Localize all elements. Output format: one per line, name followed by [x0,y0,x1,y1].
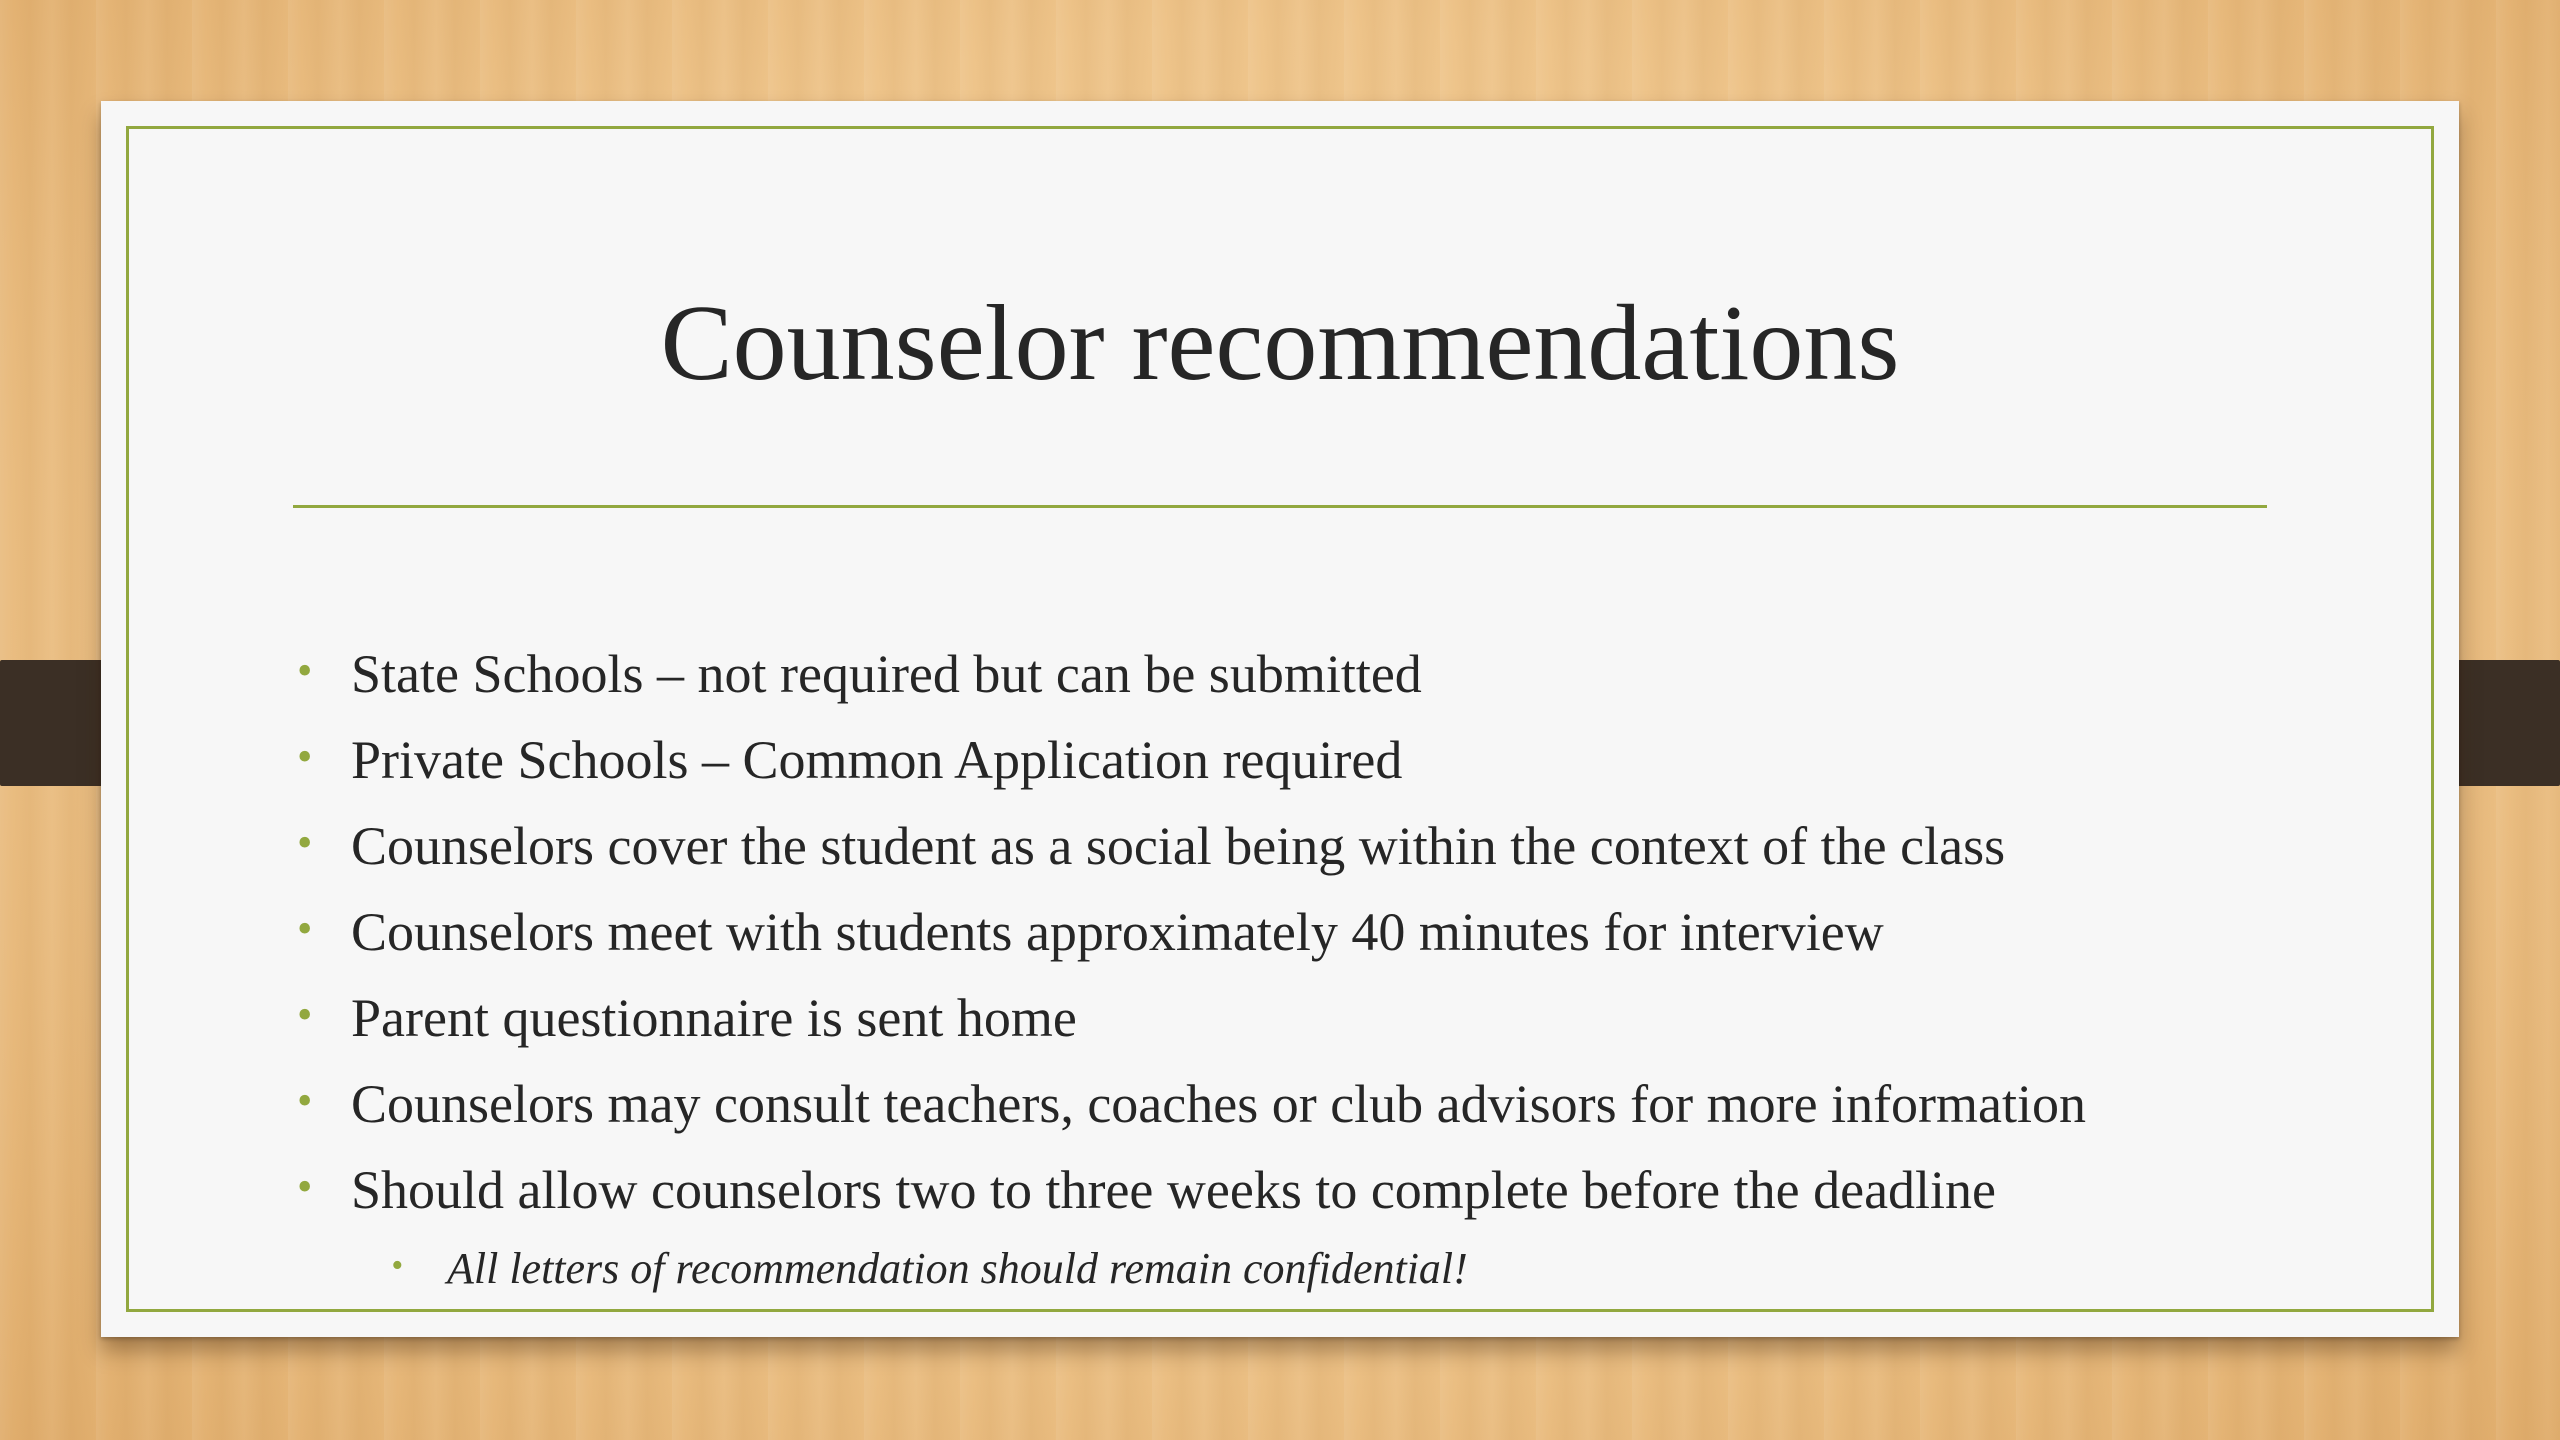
slide-title: Counselor recommendations [660,284,1900,403]
bullet-item [293,1061,2086,1147]
sub-bullet-text: All letters of recommendation should remain confidential! [447,1244,1468,1293]
bullet-item [293,1147,2086,1233]
bullet-text: Parent questionnaire is sent home [351,988,1077,1048]
bullet-dot-icon: • [297,904,313,953]
bullet-item [293,975,2086,1061]
bullet-text: Counselors cover the student as a social being within the context of the class [351,816,2006,876]
bullet-text: Counselors may consult teachers, coaches or club advisors for more information [351,1074,2087,1134]
bullet-dot-icon: • [297,646,313,695]
bullet-text: State Schools – not required but can be submitted [351,644,1422,704]
bullet-list [293,631,2086,1233]
bullet-item [293,717,2086,803]
title-divider [293,505,2267,508]
bullet-dot-icon: • [297,990,313,1039]
sub-bullet-list [389,1233,1468,1305]
bullet-item [293,889,2086,975]
bullet-dot-icon: • [297,1162,313,1211]
bullet-dot-icon: • [391,1247,403,1284]
bullet-dot-icon: • [297,1076,313,1125]
bullet-dot-icon: • [297,732,313,781]
bullet-text: Counselors meet with students approximately 40 minutes for interview [351,902,1884,962]
bullet-text: Should allow counselors two to three weeks to complete before the deadline [351,1160,1997,1220]
bullet-item [293,631,2086,717]
bullet-item [293,803,2086,889]
sub-bullet-item [389,1233,1468,1305]
slide [101,101,2459,1337]
bullet-dot-icon: • [297,818,313,867]
bullet-text: Private Schools – Common Application required [351,730,1403,790]
